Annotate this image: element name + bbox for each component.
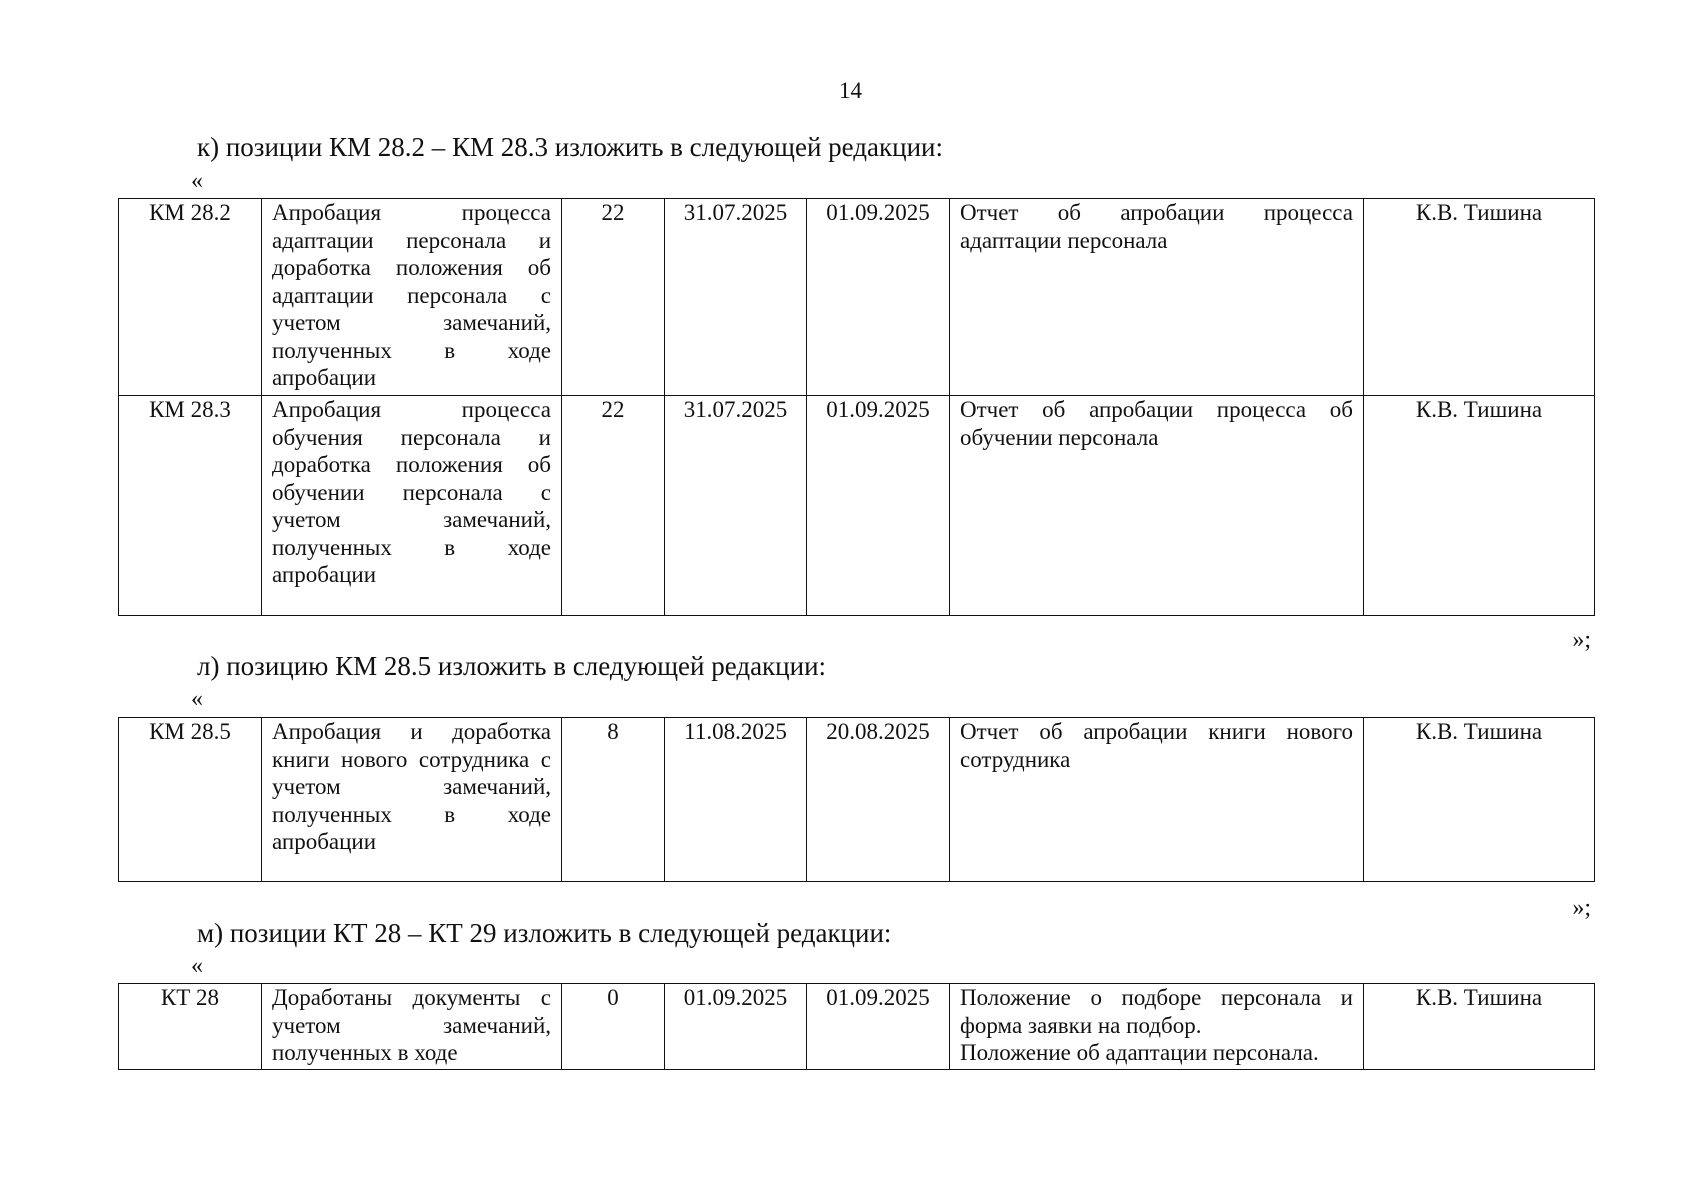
duration-days: 0 (562, 984, 665, 1070)
result-line: Положение о подборе персонала и форма заявки на подбор. (960, 985, 1353, 1038)
positions-table-km-28-2-28-3 (118, 198, 1595, 616)
end-date: 01.09.2025 (807, 984, 950, 1070)
start-date: 31.07.2025 (665, 199, 807, 396)
responsible-person: К.В. Тишина (1364, 396, 1595, 616)
table-row (119, 984, 1595, 1070)
table-row (119, 199, 1595, 396)
result-document: Отчет об апробации процесса об обучении персонала (950, 396, 1364, 616)
position-code: КМ 28.3 (119, 396, 262, 616)
close-quote: »; (1572, 627, 1591, 653)
responsible-person: К.В. Тишина (1364, 199, 1595, 396)
start-date: 01.09.2025 (665, 984, 807, 1070)
duration-days: 22 (562, 396, 665, 616)
result-document: Отчет об апробации книги нового сотрудника (950, 718, 1364, 882)
end-date: 01.09.2025 (807, 396, 950, 616)
open-quote: « (191, 686, 203, 712)
positions-table-kt-28 (118, 983, 1595, 1070)
end-date: 01.09.2025 (807, 199, 950, 396)
result-document: Отчет об апробации процесса адаптации персонала (950, 199, 1364, 396)
duration-days: 22 (562, 199, 665, 396)
work-description: Доработаны документы с учетом замечаний, полученных в ходе (262, 984, 562, 1070)
position-code: КМ 28.5 (119, 718, 262, 882)
result-line: Положение об адаптации персонала. (960, 1040, 1319, 1065)
positions-table-km-28-5 (118, 717, 1595, 882)
open-quote: « (191, 168, 203, 194)
end-date: 20.08.2025 (807, 718, 950, 882)
table-row (119, 396, 1595, 616)
result-document (950, 984, 1364, 1070)
position-code: КМ 28.2 (119, 199, 262, 396)
work-description: Апробация процесса адаптации персонала и доработка положения об адаптации персонала с учетом замечаний, полученных в ходе апробации (262, 199, 562, 396)
section-heading-l: л) позицию КМ 28.5 изложить в следующей редакции: (197, 651, 827, 681)
close-quote: »; (1572, 895, 1591, 921)
table-row (119, 718, 1595, 882)
open-quote: « (191, 953, 203, 979)
responsible-person: К.В. Тишина (1364, 984, 1595, 1070)
start-date: 11.08.2025 (665, 718, 807, 882)
position-code: КТ 28 (119, 984, 262, 1070)
duration-days: 8 (562, 718, 665, 882)
work-description: Апробация процесса обучения персонала и доработка положения об обучении персонала с учетом замечаний, полученных в ходе апробации (262, 396, 562, 616)
responsible-person: К.В. Тишина (1364, 718, 1595, 882)
page-number: 14 (839, 78, 862, 103)
section-heading-m: м) позиции КТ 28 – КТ 29 изложить в следующей редакции: (197, 918, 892, 948)
section-heading-k: к) позиции КМ 28.2 – КМ 28.3 изложить в следующей редакции: (197, 132, 943, 162)
work-description: Апробация и доработка книги нового сотрудника с учетом замечаний, полученных в ходе апробации (262, 718, 562, 882)
start-date: 31.07.2025 (665, 396, 807, 616)
